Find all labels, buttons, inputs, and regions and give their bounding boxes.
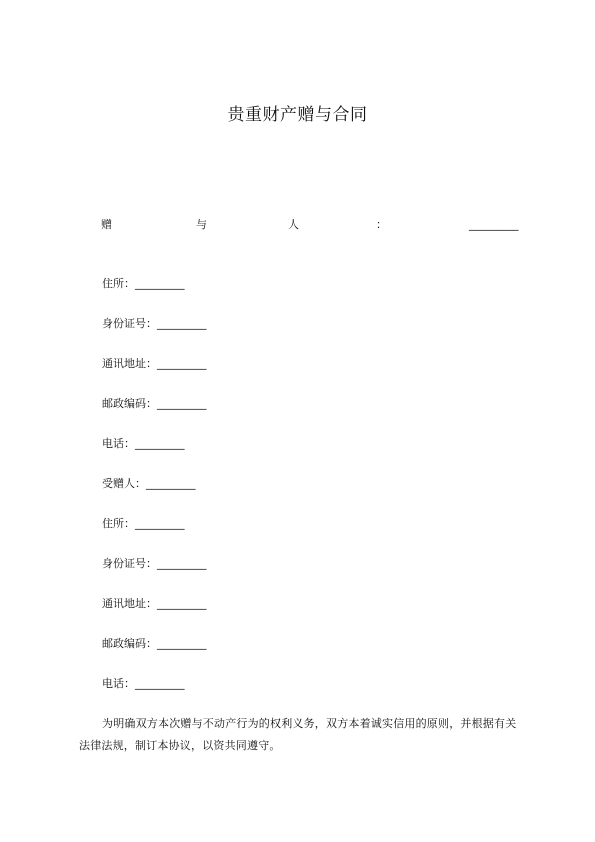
field-label: 身份证号： [102,317,157,330]
field-label: 住所： [102,277,135,290]
donor-line [101,216,524,234]
field-blank: _________ [157,637,207,650]
donor-postal-code-field [102,396,207,412]
field-blank: _________ [157,397,207,410]
recipient-field [102,476,196,492]
field-blank: _________ [135,517,185,530]
recipient-phone-field [102,676,185,692]
field-label: 身份证号： [102,557,157,570]
field-blank: _________ [135,277,185,290]
field-blank: _________ [157,357,207,370]
field-blank: _________ [157,557,207,570]
donor-blank: _________ [469,218,519,231]
recipient-postal-code-field [102,636,207,652]
preamble-paragraph: 为明确双方本次赠与不动产行为的权利义务，双方本着诚实信用的原则，并根据有关法律法规，制订本协议，以资共同遵守。 [79,717,517,752]
field-blank: _________ [157,597,207,610]
recipient-address-field [102,516,185,532]
donor-mailing-address-field [102,356,207,372]
donor-label-char-1: 赠 [101,218,112,231]
donor-label-colon: ： [376,218,387,231]
field-label: 邮政编码： [102,397,157,410]
field-label: 电话： [102,437,135,450]
field-label: 电话： [102,677,135,690]
field-label: 受赠人： [102,477,146,490]
donor-label-char-2: 与 [196,218,207,231]
field-blank: _________ [157,317,207,330]
field-label: 通讯地址： [102,357,157,370]
field-label: 住所： [102,517,135,530]
recipient-mailing-address-field [102,596,207,612]
donor-label-char-3: 人 [288,218,299,231]
field-blank: _________ [135,437,185,450]
recipient-id-number-field [102,556,207,572]
donor-address-field [102,276,185,292]
field-blank: _________ [146,477,196,490]
donor-phone-field [102,436,185,452]
donor-id-number-field [102,316,207,332]
field-blank: _________ [135,677,185,690]
document-title: 贵重财产赠与合同 [227,105,368,125]
field-label: 邮政编码： [102,637,157,650]
field-label: 通讯地址： [102,597,157,610]
